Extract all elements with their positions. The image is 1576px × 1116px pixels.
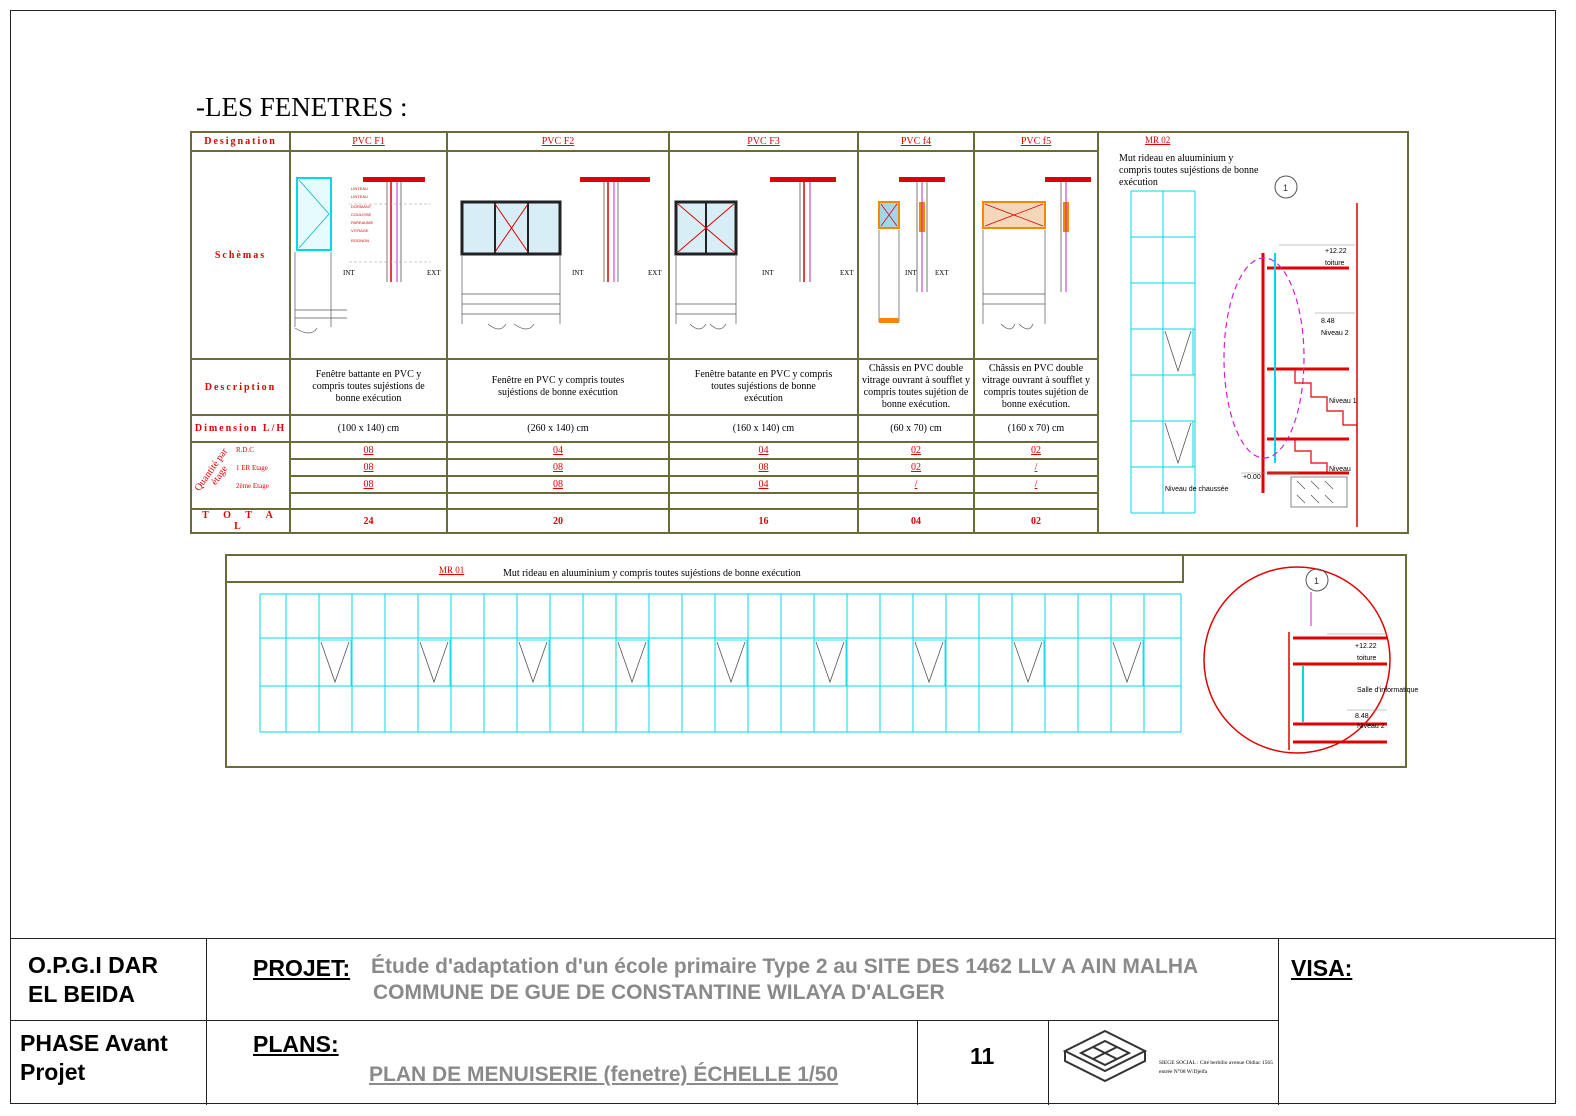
qty-f4-2eme: / <box>858 476 974 493</box>
qty-f5-2eme: / <box>974 476 1098 493</box>
quantite-cell <box>191 442 290 509</box>
plans-cell <box>207 1021 918 1105</box>
phase-text: PHASE Avant Projet <box>20 1030 168 1085</box>
floor-2eme: 2ème Etage <box>236 482 269 490</box>
svg-text:EXT: EXT <box>648 269 662 277</box>
svg-text:+12.22: +12.22 <box>1355 643 1377 650</box>
schema-f2-drawing <box>448 152 668 355</box>
schema-f5 <box>974 151 1098 359</box>
dim-f2: (260 x 140) cm <box>447 415 669 442</box>
svg-text:DORMANT: DORMANT <box>351 204 372 209</box>
total-f5: 02 <box>974 509 1098 533</box>
svg-text:Niveau 2: Niveau 2 <box>1357 723 1385 730</box>
svg-text:EXT: EXT <box>840 269 854 277</box>
svg-text:Niveau 2: Niveau 2 <box>1321 330 1349 337</box>
svg-text:EXT: EXT <box>935 269 949 277</box>
svg-text:toiture: toiture <box>1325 260 1345 267</box>
row-label-quantite: Quantité par étage <box>192 446 231 494</box>
schema-f1 <box>290 151 447 359</box>
desc-f3: Fenêtre batante en PVC y compris toutes sujéstions de bonne exécution <box>669 359 858 415</box>
svg-text:LINTEAU: LINTEAU <box>351 194 368 199</box>
floor-rdc: R.D.C <box>236 446 254 454</box>
qty-f2-2eme: 08 <box>447 476 669 493</box>
svg-text:INT: INT <box>905 269 917 277</box>
qty-f2-1er: 08 <box>447 459 669 476</box>
qty-empty-4 <box>858 493 974 509</box>
row-label-description: Description <box>191 359 290 415</box>
owner-cell <box>10 939 207 1021</box>
total-f4: 04 <box>858 509 974 533</box>
svg-text:+12.22: +12.22 <box>1325 248 1347 255</box>
qty-empty-1 <box>290 493 447 509</box>
company-logo-icon <box>1055 1025 1155 1085</box>
qty-f3-2eme: 04 <box>669 476 858 493</box>
plans-text: PLAN DE MENUISERIE (fenetre) ÉCHELLE 1/50 <box>369 1063 839 1086</box>
schema-f1-drawing <box>291 152 446 355</box>
windows-table <box>190 131 1409 534</box>
schema-f4-drawing <box>859 152 973 355</box>
mr02-cell <box>1098 132 1408 533</box>
svg-text:VITRAGE: VITRAGE <box>351 228 369 233</box>
dim-f4: (60 x 70) cm <box>858 415 974 442</box>
svg-text:EXT: EXT <box>427 269 441 277</box>
floor-1er: 1 ER Etage <box>236 464 268 472</box>
svg-text:INT: INT <box>343 269 355 277</box>
sheet-number-cell <box>918 1021 1049 1105</box>
row-label-dimension: Dimension L/H <box>191 415 290 442</box>
svg-text:Salle d'informatique: Salle d'informatique <box>1357 687 1419 694</box>
row-label-schemas: Schèmas <box>191 151 290 359</box>
mr01-description: Mut rideau en aluuminium y compris toutes sujéstions de bonne exécution <box>503 568 801 579</box>
svg-text:Niveau de chaussée: Niveau de chaussée <box>1165 486 1229 493</box>
col-head-f4: PVC f4 <box>858 132 974 151</box>
svg-text:toiture: toiture <box>1357 655 1377 662</box>
total-f2: 20 <box>447 509 669 533</box>
projet-text-line1: Étude d'adaptation d'un école primaire Type 2 au SITE DES 1462 LLV A AIN MALHA <box>371 955 1199 978</box>
mr02-name: MR 02 <box>1145 135 1171 145</box>
qty-empty-5 <box>974 493 1098 509</box>
qty-f3-1er: 08 <box>669 459 858 476</box>
qty-empty-2 <box>447 493 669 509</box>
col-head-f2: PVC F2 <box>447 132 669 151</box>
visa-cell <box>1279 939 1556 1105</box>
schema-f5-drawing <box>975 152 1097 355</box>
visa-label: VISA: <box>1291 955 1353 981</box>
phase-cell <box>10 1021 207 1105</box>
section-title: -LES FENETRES : <box>196 92 408 122</box>
desc-f5: Châssis en PVC double vitrage ouvrant à soufflet y compris toutes sujétion de bonne exécution. <box>974 359 1098 415</box>
projet-label: PROJET: <box>253 955 351 981</box>
mr01-drawing <box>227 556 1419 768</box>
desc-f2: Fenêtre en PVC y compris toutes sujéstions de bonne exécution <box>447 359 669 415</box>
schema-f4 <box>858 151 974 359</box>
company-address: SIEGE SOCIAL : Cité berbilio avenue Oidiac 1565 entrée N°08 W/Djelfa <box>1159 1060 1273 1075</box>
qty-f4-1er: 02 <box>858 459 974 476</box>
qty-f2-rdc: 04 <box>447 442 669 459</box>
sheet-number: 11 <box>970 1043 995 1069</box>
svg-text:Niveau: Niveau <box>1329 466 1351 473</box>
qty-f5-rdc: 02 <box>974 442 1098 459</box>
desc-f1: Fenêtre battante en PVC y compris toutes sujéstions de bonne exécution <box>290 359 447 415</box>
projet-cell <box>207 939 1279 1021</box>
mr02-drawing <box>1099 133 1407 527</box>
svg-text:LINTEAU: LINTEAU <box>351 186 368 191</box>
projet-text-line2: COMMUNE DE GUE DE CONSTANTINE WILAYA D'ALGER <box>373 981 945 1004</box>
svg-text:8.48: 8.48 <box>1355 713 1369 720</box>
svg-text:ROGNON: ROGNON <box>351 238 369 243</box>
total-f1: 24 <box>290 509 447 533</box>
svg-text:Niveau 1: Niveau 1 <box>1329 398 1357 405</box>
title-block <box>10 938 1556 1104</box>
svg-text:8.48: 8.48 <box>1321 318 1335 325</box>
svg-text:COULISSE: COULISSE <box>351 212 372 217</box>
svg-text:1: 1 <box>1283 183 1289 193</box>
col-head-f1: PVC F1 <box>290 132 447 151</box>
row-label-total: T O T A L <box>191 509 290 533</box>
qty-f1-rdc: 08 <box>290 442 447 459</box>
owner-name: O.P.G.I DAR EL BEIDA <box>28 952 158 1007</box>
row-label-designation: Designation <box>191 132 290 151</box>
qty-empty-3 <box>669 493 858 509</box>
logo-cell <box>1049 1021 1279 1105</box>
schema-f3-drawing <box>670 152 857 355</box>
mr02-description: Mut rideau en aluuminium y compris toutes sujéstions de bonne exécution <box>1119 153 1259 188</box>
schema-f3 <box>669 151 858 359</box>
svg-text:INT: INT <box>762 269 774 277</box>
schema-f2 <box>447 151 669 359</box>
qty-f1-2eme: 08 <box>290 476 447 493</box>
dim-f5: (160 x 70) cm <box>974 415 1098 442</box>
svg-text:INT: INT <box>572 269 584 277</box>
qty-f4-rdc: 02 <box>858 442 974 459</box>
total-f3: 16 <box>669 509 858 533</box>
mr01-name: MR 01 <box>439 565 465 575</box>
col-head-f3: PVC F3 <box>669 132 858 151</box>
desc-f4: Châssis en PVC double vitrage ouvrant à soufflet y compris toutes sujétion de bonne exécution. <box>858 359 974 415</box>
dim-f3: (160 x 140) cm <box>669 415 858 442</box>
col-head-f5: PVC f5 <box>974 132 1098 151</box>
mr01-panel <box>225 554 1419 768</box>
svg-text:1: 1 <box>1314 576 1320 586</box>
plans-label: PLANS: <box>253 1031 339 1057</box>
svg-text:PAREAUME: PAREAUME <box>351 220 374 225</box>
dim-f1: (100 x 140) cm <box>290 415 447 442</box>
qty-f1-1er: 08 <box>290 459 447 476</box>
qty-f3-rdc: 04 <box>669 442 858 459</box>
qty-f5-1er: / <box>974 459 1098 476</box>
svg-text:+0.00: +0.00 <box>1243 474 1261 481</box>
